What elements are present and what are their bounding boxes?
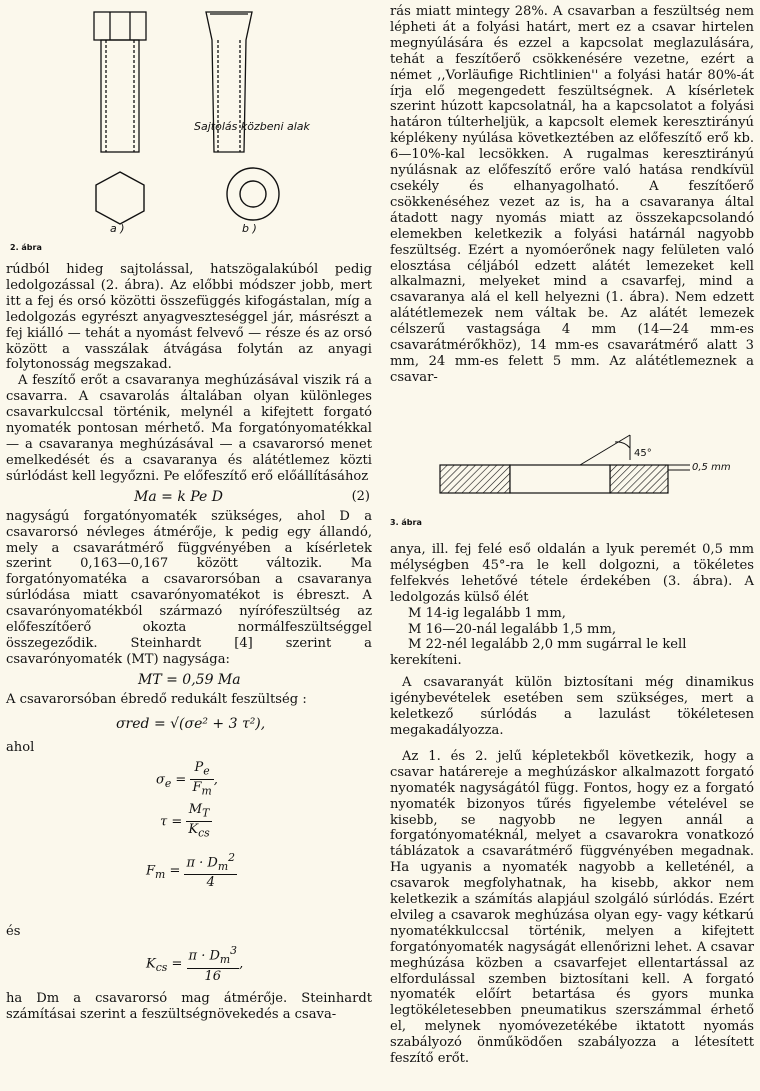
figure-2-label-b: b ) [242,222,257,235]
left-ahol: ahol [6,739,35,755]
figure-2-drawing [6,0,372,265]
figure-2 [6,0,372,265]
figure-2-caption: 2. ábra [10,243,42,252]
radius-list-item: M 14-ig legalább 1 mm, [408,605,566,621]
radius-list-end: kerekíteni. [390,653,462,669]
figure-3-depth: 0,5 mm [692,462,731,473]
equation-kcs-body: $K_{cs}$ = $\frac{\pi \cdot D_m^3}{16}$ , [146,944,244,985]
equation-block-definitions [6,756,372,924]
left-paragraph-4: A csavarorsóban ébredő redukált feszültség : [6,691,307,707]
figure-3 [390,430,754,542]
equation-fm: $F_m$ = $\frac{\pi \cdot D_m^2}{4}$ [146,850,236,891]
radius-list [390,606,754,654]
equation-mt [6,668,372,692]
radius-list-item: M 16—20-nál legalább 1,5 mm, [408,621,617,637]
right-paragraph-4: Az 1. és 2. jelű képletekből következik, hogy a csavar határereje a meghúzáskor alkalmazott forgató nyomaték nagyságától függ. Fontos, hogy ez a forgató nyomaték bizonyos tűrés figyelembe vételével se kisebb, se nagyobb ne legyen annál a forgatónyomatéknál, melyet a csavarokra vonatkozó táblázatok a csavarátmérő függvényében megadnak. Ha ugyanis a nyomaték nagyobb a kelleténél, a csavarok megfolyhatnak, ha kisebb, akkor nem keletkezik a számítás alapjául szolgáló súrlódás. Ezért elvileg a csavarok meghúzása olyan egy- vagy kétkarú nyomatékkulccsal történik, melyen a kifejtett forgatónyomaték nagyságát ellenőrizni lehet. A csavar meghúzása közben a csavarfejet ellentartással az elfordulással szemben biztosítani kell. A forgató nyomaték előírt betartása és gyors munka legtökéletesebben pneumatikus szerszámmal érhető el, melynek nyomóvezetékébe iktatott nyomás szabályozó önműködően szabályozza a létesített feszítő erőt. [390,748,754,1067]
equation-sigma-red [6,708,372,740]
equation-2 [6,485,372,509]
figure-2-label: Sajtolás közbeni alak [194,120,310,133]
left-paragraph-1: rúdból hideg sajtolással, hatszögalakúból pedig ledolgozással (2. ábra). Az előbbi módszer jobb, mert itt a fej és orsó közötti összefüggés kifogástalan, míg a ledolgozás egyrészt anyagveszteséggel jár, másrészt a fej kiálló — tehát a nyomást felvevő — része és az orsó között a vasszálak átvágása folytán az anyagi folytonosság megszakad. [6,262,372,373]
right-paragraph-3: A csavaranyát külön biztosítani még dinamikus igénybevételek esetében sem szükséges, mert a keletkező súrlódás a lazulást tökéletesen megakadályozza. [390,675,754,738]
equation-tau: τ = $\frac{M_T}{K_{cs}}$ [160,801,210,840]
equation-kcs [6,939,372,991]
figure-3-drawing [390,430,754,542]
left-paragraph-3: nagyságú forgatónyomaték szükséges, ahol D a csavarorsó névleges átmérője, k pedig egy állandó, mely a csavarátmérő függvényében a kísérletek szerint 0,163—0,167 között változik. Ma forgatónyomatéka a csavarorsóban a csavaranya súrlódása miatt csavarónyomatékot is ébreszt. A csavarónyomatékból származó nyírófeszültség az előfeszítőerő okozta normálfeszültséggel összegeződik. Steinhardt [4] szerint a csavarónyomaték (MT) nagysága: [6,508,372,667]
figure-2-label-a: a ) [110,222,125,235]
right-paragraph-1: rás miatt mintegy 28%. A csavarban a feszültség nem lépheti át a folyási határt, mert ez a csavar hirtelen megnyúlására és ezzel a kapcsolat meglazulására, tehát a feszítőerő csökkenésére vezetne, ezért a német ,,Vorläufige Richtlinien'' a folyási határ 80%-át írja elő megengedett feszültségnek. A kísérletek szerint húzott kapcsolatnál, ha a kapcsolatot a folyási határon túlterheljük, a kapcsolt elemek keresztirányú képlékeny nyúlása következtében az előfeszítő erő kb. 6—10%-kal lecsökken. A rugalmas keresztirányú nyúlásnak az előfeszítő erőre való hatása rendkívül csekély és elhanyagolható. A feszítőerő csökkenéséhez vezet az is, ha a csavaranya által átadott nagy nyomás miatt az összekapcsolandó elemekben keletkezik a folyási határnál nagyobb feszültség. Ezért a nyomóerőnek nagy felületen való elosztása céljából edzett alátét lemezeket kell alkalmazni, melyeket mind a csavarfej, mind a csavaranya alá el kell helyezni (1. ábra). Nem edzett alátétlemezek nem váltak be. Az alátét lemezek célszerű vastagsága 4 mm (14—24 mm-es csavarátmérőkhöz), 14 mm-es csavarátmérő alatt 3 mm, 24 mm-es felett 5 mm. Az alátétlemeznek a csavar- [390,4,754,385]
left-paragraph-2: A feszítő erőt a csavaranya meghúzásával viszik rá a csavarra. A csavarolás általában olyan különleges csavarkulccsal történik, melynél a kifejtett forgató nyomaték pontosan mérhető. Ma forgatónyomatékkal — a csavaranya meghúzásával — a csavarorsó menet emelkedését és a csavaranya és alátétlemez közti súrlódást kell legyőzni. Pe előfeszítő erő előállításához [6,373,372,484]
left-es: és [6,923,21,939]
right-paragraph-2: anya, ill. fej felé eső oldalán a lyuk peremét 0,5 mm mélységben 45°-ra le kell dolgozni, a tökéletes felfekvés lehetővé tétele érdekében (3. ábra). A ledolgozás külső élét [390,542,754,605]
equation-2-body: Ma = k Pe D [134,488,223,505]
equation-mt-body: MT = 0,59 Ma [138,671,241,688]
equation-sigma-red-body: σred = √(σe² + 3 τ²), [116,715,266,732]
radius-list-item: M 22-nél legalább 2,0 mm sugárral le kell [408,637,687,653]
equation-2-number: (2) [351,488,370,504]
figure-3-angle: 45° [634,448,652,459]
figure-3-caption: 3. ábra [390,518,422,527]
left-paragraph-5: ha Dm a csavarorsó mag átmérője. Steinhardt számításai szerint a feszültségnövekedés a csava- [6,991,372,1023]
equation-sigma-e: $\sigma_e$ = $\frac{P_e}{F_m}$ , [156,759,218,798]
